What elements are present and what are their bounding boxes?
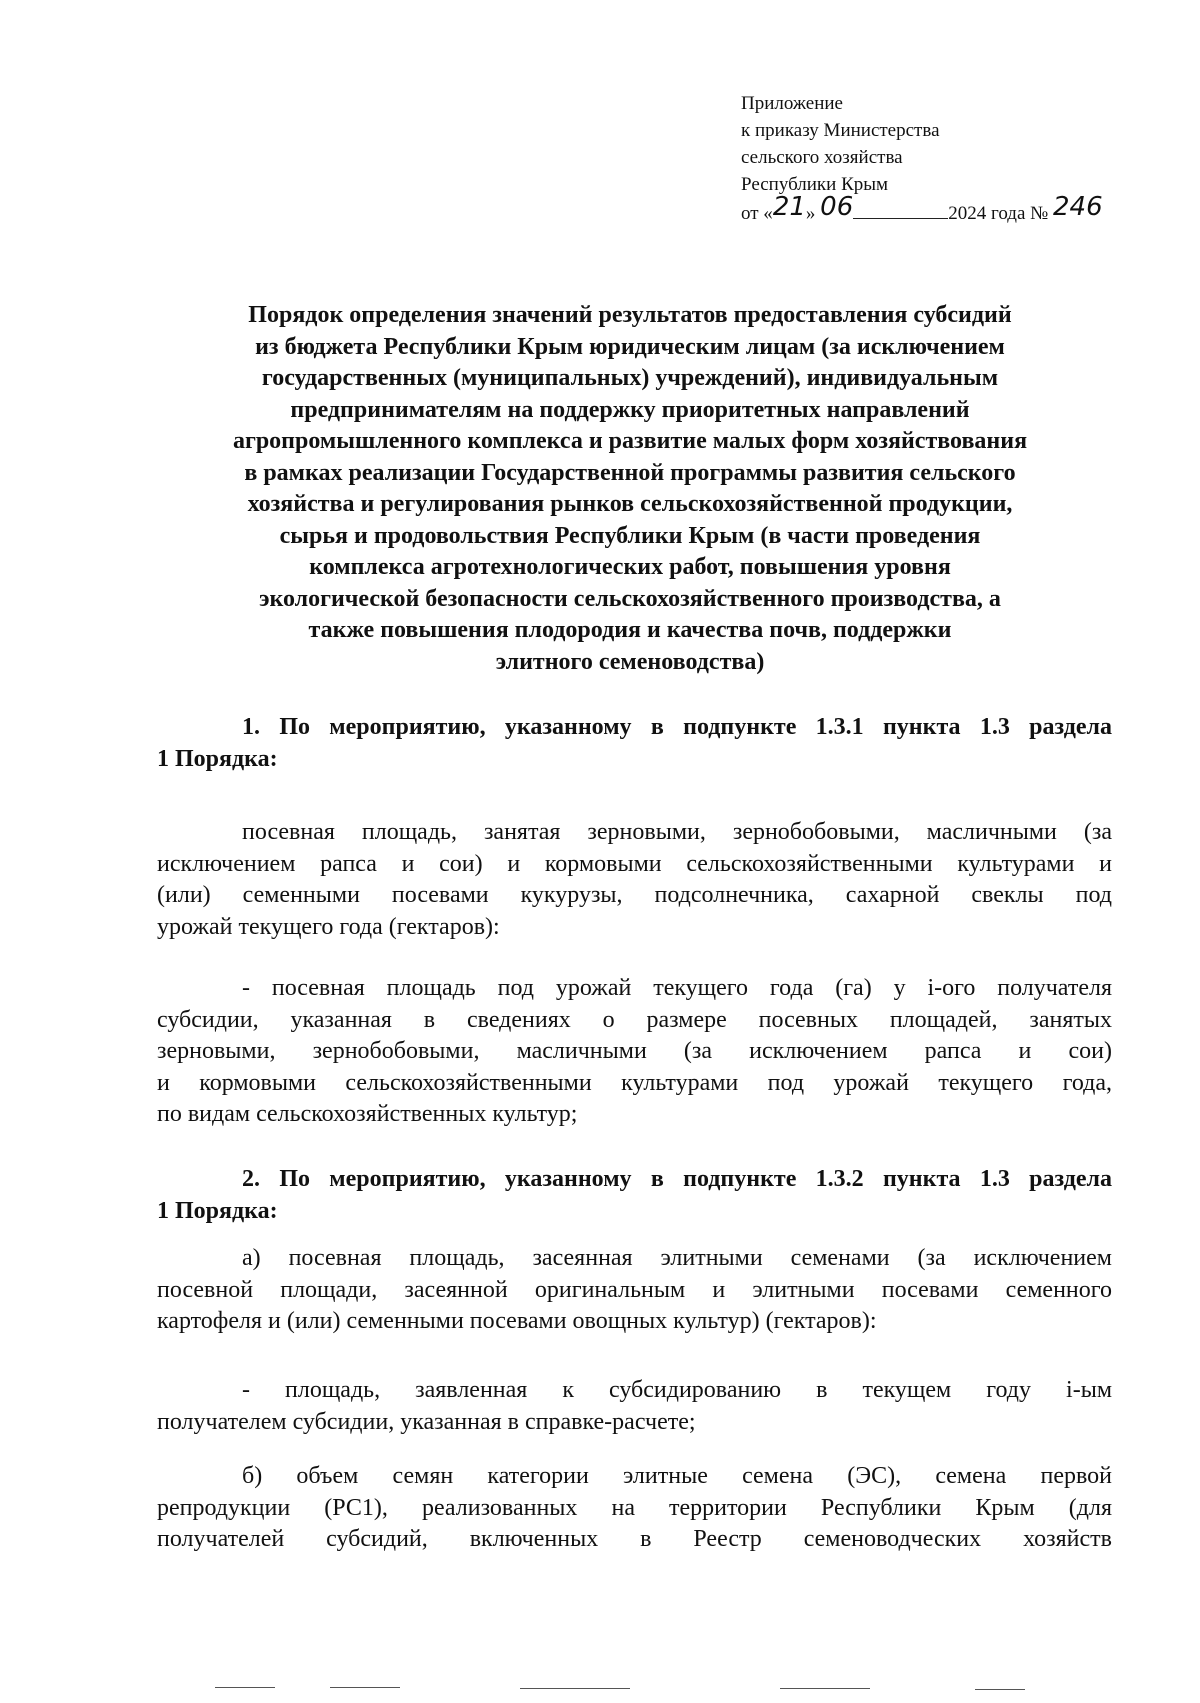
appendix-line-4: Республики Крым xyxy=(741,174,889,195)
paragraph-line: - площадь, заявленная к субсидированию в текущем году i-ым xyxy=(242,1377,1112,1403)
document-title xyxy=(160,300,1100,678)
paragraph-line: а) посевная площадь, засеянная элитными семенами (за исключением xyxy=(242,1245,1112,1271)
title-line: элитного семеноводства) xyxy=(495,648,765,675)
paragraph-line: посевной площади, засеянной оригинальным и элитными посевами семенного xyxy=(157,1276,1112,1303)
paragraph-line: урожай текущего года (гектаров): xyxy=(157,913,500,940)
paragraph-line: и кормовыми сельскохозяйственными культурами под урожай текущего года, xyxy=(157,1069,1112,1096)
title-line: комплекса агротехнологических работ, повышения уровня xyxy=(309,554,951,580)
section-2-heading xyxy=(157,1164,1112,1227)
date-mid: » xyxy=(805,203,821,224)
paragraph-line: посевная площадь, занятая зерновыми, зернобобовыми, масличными (за xyxy=(242,819,1112,845)
scan-artifact xyxy=(215,1687,275,1688)
paragraph-line: получателем субсидии, указанная в справке-расчете; xyxy=(157,1408,696,1435)
title-line: также повышения плодородия и качества почв, поддержки xyxy=(308,617,952,643)
section-2-paragraph-b xyxy=(157,1461,1112,1556)
handwritten-month: 06 xyxy=(820,192,854,222)
scan-artifact xyxy=(780,1688,870,1689)
title-line: государственных (муниципальных) учреждений), индивидуальным xyxy=(261,365,999,391)
scan-artifact xyxy=(520,1688,630,1689)
paragraph-line: (или) семенными посевами кукурузы, подсолнечника, сахарной свеклы под xyxy=(157,882,1112,908)
paragraph-line: картофеля и (или) семенными посевами овощных культур) (гектаров): xyxy=(157,1308,877,1334)
title-line: хозяйства и регулирования рынков сельскохозяйственной продукции, xyxy=(247,491,1013,517)
paragraph-line: исключением рапса и сои) и кормовыми сельскохозяйственными культурами и xyxy=(157,850,1112,877)
section-1-paragraph-1 xyxy=(157,817,1112,943)
paragraph-line: репродукции (РС1), реализованных на территории Республики Крым (для xyxy=(157,1494,1112,1521)
section-2-heading-line-1: 2. По мероприятию, указанному в подпункте 1.3.2 пункта 1.3 раздела xyxy=(242,1166,1112,1192)
appendix-line-1: Приложение xyxy=(741,93,843,114)
date-year: 2024 года № xyxy=(948,203,1049,224)
section-1-heading-line-2: 1 Порядка: xyxy=(157,745,278,772)
title-line: предпринимателям на поддержку приоритетных направлений xyxy=(290,396,970,423)
date-prefix: от « xyxy=(741,203,773,224)
title-line: Порядок определения значений результатов предоставления субсидий xyxy=(248,302,1012,328)
handwritten-number: 246 xyxy=(1053,192,1103,222)
section-2-heading-line-2: 1 Порядка: xyxy=(157,1197,278,1224)
appendix-date-line xyxy=(741,192,1103,227)
title-line: сырья и продовольствия Республики Крым (в части проведения xyxy=(279,522,981,549)
title-line: из бюджета Республики Крым юридическим лицам (за исключением xyxy=(255,333,1005,360)
scan-artifact xyxy=(330,1687,400,1688)
paragraph-line: по видам сельскохозяйственных культур; xyxy=(157,1101,578,1127)
title-line: экологической безопасности сельскохозяйственного производства, а xyxy=(259,585,1001,612)
date-blank-line xyxy=(853,217,948,219)
handwritten-day: 21 xyxy=(772,192,806,222)
section-2-paragraph-a-item xyxy=(157,1375,1112,1438)
paragraph-line: - посевная площадь под урожай текущего года (га) у i-ого получателя xyxy=(242,975,1112,1001)
section-2-paragraph-a xyxy=(157,1243,1112,1338)
appendix-line-3: сельского хозяйства xyxy=(741,147,903,168)
appendix-line-2: к приказу Министерства xyxy=(741,120,940,141)
scan-artifact xyxy=(975,1689,1025,1690)
paragraph-line: б) объем семян категории элитные семена (ЭС), семена первой xyxy=(242,1463,1112,1489)
title-line: в рамках реализации Государственной программы развития сельского xyxy=(244,459,1016,486)
appendix-block xyxy=(741,90,1103,227)
paragraph-line: получателей субсидий, включенных в Реестр семеноводческих хозяйств xyxy=(157,1526,1112,1552)
section-1-heading xyxy=(157,712,1112,775)
section-1-heading-line-1: 1. По мероприятию, указанному в подпункте 1.3.1 пункта 1.3 раздела xyxy=(242,714,1112,740)
section-1-paragraph-2 xyxy=(157,973,1112,1131)
title-line: агропромышленного комплекса и развитие малых форм хозяйствования xyxy=(232,428,1028,454)
paragraph-line: субсидии, указанная в сведениях о размере посевных площадей, занятых xyxy=(157,1006,1112,1033)
paragraph-line: зерновыми, зернобобовыми, масличными (за исключением рапса и сои) xyxy=(157,1038,1112,1064)
